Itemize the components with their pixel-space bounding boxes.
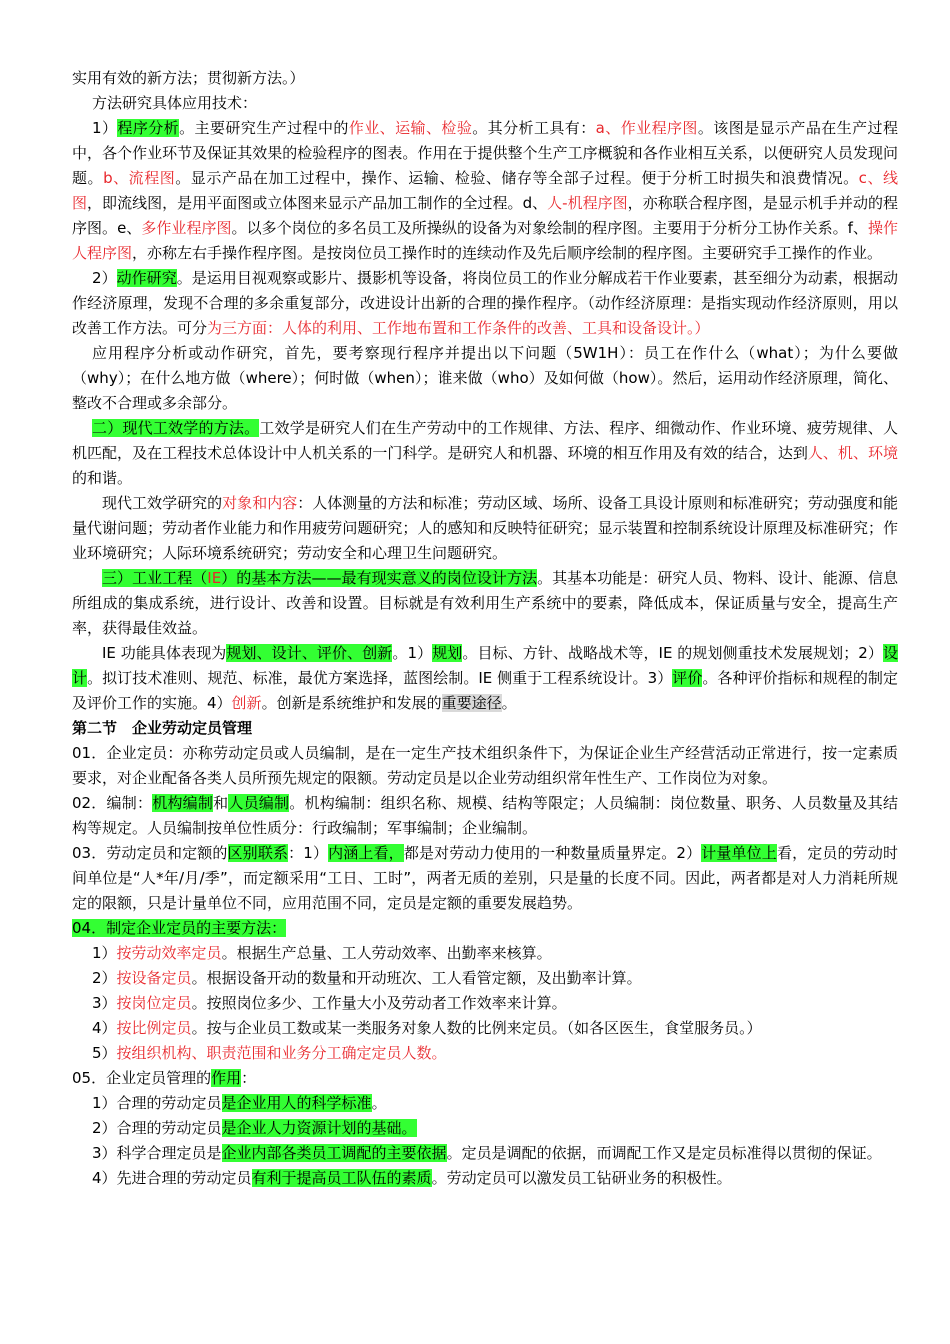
red-text: 按设备定员 [116,969,192,987]
text-run: 。劳动定员可以激发员工钻研业务的积极性。 [431,1169,732,1187]
text-run: ：1） [288,844,329,862]
paragraph [72,741,898,791]
highlighted-text: 作用 [211,1069,242,1087]
red-text: 人-机程序图 [547,194,628,212]
red-text: 按比例定员 [116,1019,192,1037]
paragraph [72,1066,898,1091]
red-text: a、作业程序图 [595,119,698,137]
text-run: 。 [371,1094,387,1112]
text-run: 实用有效的新方法；贯彻新方法。） [72,69,305,87]
highlighted-text: 人员编制 [228,794,290,812]
text-run: 。主要研究生产过程中的 [179,119,349,137]
paragraph [72,1041,898,1066]
text-run: 。拟订技术准则、规范、标准，最优方案选择，蓝图绘制。IE 侧重于工程系统设计。3） [87,669,673,687]
paragraph [72,66,898,91]
text-run: 。以多个岗位的多名员工及所操纵的设备为对象绘制的程序图。主要用于分析分工协作关系。f、 [231,219,868,237]
highlighted-text: 三）工业工程（ [102,569,208,587]
paragraph [72,341,898,416]
text-run: ，亦称左右手操作程序图。是按岗位员工操作时的连续动作及先后顺序绘制的程序图。主要研究手工操作的作业。 [132,244,883,262]
paragraph [72,941,898,966]
text-run: 。创新是系统维护和发展的 [261,694,442,712]
highlighted-text: 规划、设计、评价、创新 [226,644,393,662]
text-run: ：人体测量的方法和标准；劳动区域、场所、设备工具设计原则和标准研究；劳动强度和能量代谢问题；劳动者作业能力和作用疲劳问题研究；人的感知和反映特征研究；显示装置和控制系统设计原理及标准研究；作业环境研究；人际环境系统研究；劳动安全和心理卫生问题研究。 [72,494,898,562]
text-run: 。是运用目视观察或影片、摄影机等设备，将岗位员工的作业分解成若干作业要素，甚至细分为动素，根据动作经济原理，发现不合理的多余重复部分，改进设计出新的合理的操作程序。（动作经济原理：是指实现动作经济原则，用以改善工作方法。可分 [72,269,898,337]
text-run: 3）科学合理定员是 [92,1144,222,1162]
highlighted-text: 企业内部各类员工调配的主要依据 [221,1144,447,1162]
red-text: b、流程图 [103,169,176,187]
red-text: 按岗位定员 [116,994,192,1012]
text-run: 5） [92,1044,117,1062]
text-run: 工效学是研究人们在生产劳动中的工作规律、方法、程序、细微动作、作业环境、疲劳规律、人机匹配，及在工程技术总体设计中人机关系的一门科学。是研究人和机器、环境的相互作用及有效的结合，达到 [72,419,898,462]
highlighted-text: 04．制定企业定员的主要方法： [72,919,287,937]
text-run: 2） [92,969,117,987]
highlighted-text: ）的基本方法——最有现实意义的岗位设计方法 [221,569,538,587]
highlighted-text: IE [207,569,222,587]
text-run: 。根据生产总量、工人劳动效率、出勤率来核算。 [221,944,552,962]
text-run: ，即流线图，是用平面图或立体图来显示产品加工制作的全过程。d、 [87,194,548,212]
paragraph [72,916,898,941]
paragraph [72,566,898,641]
text-run: 03．劳动定员和定额的 [72,844,228,862]
highlighted-text: 规划 [432,644,463,662]
highlighted-text: 机构编制 [152,794,214,812]
text-run: 的和谐。 [72,469,133,487]
text-run: 。机构编制：组织名称、规模、结构等限定；人员编制：岗位数量、职务、人员数量及其结构等规定。人员编制按单位性质分：行政编制；军事编制；企业编制。 [72,794,898,837]
text-run: 2）合理的劳动定员 [92,1119,222,1137]
paragraph [72,91,898,116]
highlighted-text: 有利于提高员工队伍的素质 [251,1169,432,1187]
text-run: 。定员是调配的依据，而调配工作又是定员标准得以贯彻的保证。 [446,1144,882,1162]
highlighted-text: 内涵上看， [328,844,404,862]
text-run: 看，定员的劳动时间单位是“人*年/月/季”，而定额采用“工日、工时”，两者无质的差别，只是量的长度不同。因此，两者都是对人力消耗所规定的限额，只是计量单位不同，应用范围不同，定员是定额的重要发展趋势。 [72,844,898,912]
text-run: 。 [501,694,517,712]
text-run: 。其基本功能是：研究人员、物料、设计、能源、信息所组成的集成系统，进行设计、改善和设置。目标就是有效利用生产系统中的要素，降低成本，保证质量与安全，提高生产率，获得最佳效益。 [72,569,898,637]
paragraph [72,116,898,266]
text-run: 01．企业定员：亦称劳动定员或人员编制，是在一定生产技术组织条件下，为保证企业生产经营活动正常进行，按一定素质要求，对企业配备各类人员所预先规定的限额。劳动定员是以企业劳动组织常年性生产、工作岗位为对象。 [72,744,898,787]
text-run: 1） [92,119,118,137]
paragraph [72,491,898,566]
text-run: 。显示产品在加工过程中，操作、运输、检验、储存等全部子过程。便于分析工时损失和浪费情况。 [175,169,859,187]
paragraph [72,1166,898,1191]
paragraph [72,641,898,716]
highlighted-text: 计量单位上 [701,844,777,862]
highlighted-text: 评价 [672,669,703,687]
text-run: ： [241,1069,257,1087]
paragraph [72,991,898,1016]
text-run: IE 功能具体表现为 [102,644,227,662]
paragraph [72,1116,898,1141]
red-text: 对象和内容 [222,494,298,512]
paragraph [72,791,898,841]
highlighted-text: 是企业用人的科学标准 [221,1094,372,1112]
text-run: ，亦称联合程序图，是显示机手并动的程序图。e、 [72,194,898,237]
text-run: 05．企业定员管理的 [72,1069,212,1087]
text-run: 2） [92,269,117,287]
red-text: 按组织机构、职责范围和业务分工确定定员人数。 [116,1044,447,1062]
text-run: 4） [92,1019,117,1037]
text-run: 1）合理的劳动定员 [92,1094,222,1112]
text-run: 4）先进合理的劳动定员 [92,1169,252,1187]
text-run: 3） [92,994,117,1012]
text-run: 。按照岗位多少、工作量大小及劳动者工作效率来计算。 [191,994,567,1012]
red-text: c、线图 [72,169,898,212]
highlighted-text: 重要途径 [441,694,502,712]
red-text: 创新 [231,694,262,712]
text-run: 1） [92,944,117,962]
text-run: 。根据设备开动的数量和开动班次、工人看管定额，及出勤率计算。 [191,969,642,987]
text-run: 。1） [392,644,433,662]
highlighted-text: 区别联系 [227,844,289,862]
highlighted-text: 是企业人力资源计划的基础。 [221,1119,417,1137]
paragraph [72,266,898,341]
text-run: 。目标、方针、战略战术等，IE 的规划侧重技术发展规划；2） [462,644,883,662]
red-text: 作业、运输、检验 [348,119,473,137]
red-text: 为三方面：人体的利用、工作地布置和工作条件的改善、工具和设备设计。） [207,319,710,337]
section-heading [72,716,898,741]
paragraph [72,1016,898,1041]
paragraph [72,1141,898,1166]
text-run: 现代工效学研究的 [102,494,223,512]
text-run: 。各种评价指标和规程的制定及评价工作的实施。4） [72,669,898,712]
text-run: 。按与企业员工数或某一类服务对象人数的比例来定员。（如各区医生，食堂服务员。） [191,1019,762,1037]
paragraph [72,966,898,991]
highlighted-text: 二）现代工效学的方法。 [92,419,260,437]
red-text: 人、机、环境 [807,444,898,462]
text-run: 应用程序分析或动作研究，首先，要考察现行程序并提出以下问题（5W1H）：员工在作什么（what）；为什么要做（why）；在什么地方做（where）；何时做（when）；谁来做（who）及如何做（how）。然后，运用动作经济原理，简化、整改不合理或多余部分。 [72,344,898,412]
text-run: 02．编制： [72,794,153,812]
text-run: 方法研究具体应用技术： [92,94,258,112]
text-run: 。该图是显示产品在生产过程中，各个作业环节及保证其效果的检验程序的图表。作用在于提供整个生产工序概貌和各作业相互关系，以便研究人员发现问题。 [72,119,898,187]
paragraph [72,1091,898,1116]
red-text: 多作业程序图 [141,219,232,237]
paragraph [72,416,898,491]
highlighted-text: 程序分析 [117,119,180,137]
red-text: 按劳动效率定员 [116,944,222,962]
red-text: 操作人程序图 [72,219,898,262]
highlighted-text: 动作研究 [116,269,177,287]
text-run: 第二节 企业劳动定员管理 [72,719,253,737]
text-run: 都是对劳动力使用的一种数量质量界定。2） [403,844,702,862]
text-run: 和 [213,794,229,812]
text-run: 。其分析工具有： [472,119,596,137]
paragraph [72,841,898,916]
highlighted-text: 设计 [72,644,898,687]
